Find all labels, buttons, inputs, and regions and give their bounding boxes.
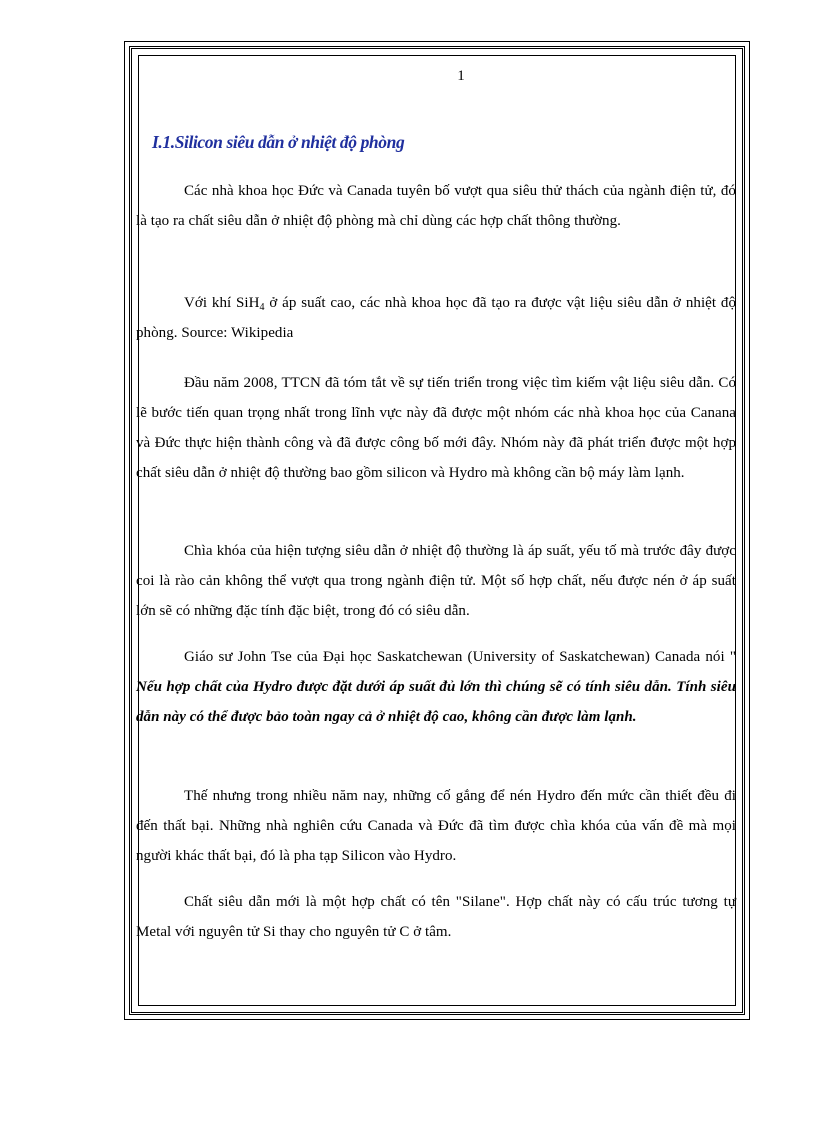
paragraph xyxy=(136,781,736,871)
paragraph xyxy=(136,642,736,732)
paragraph xyxy=(136,288,736,348)
paragraph-text: Chìa khóa của hiện tượng siêu dẫn ở nhiệt độ thường là áp suất, yếu tố mà trước đây được coi là rào cản không thể vượt qua trong ngành điện tử. Một số hợp chất, nếu được nén ở áp suất lớn sẽ có những đặc tính đặc biệt, trong đó có siêu dẫn. xyxy=(136,543,736,619)
section-heading: I.1.Silicon siêu dẫn ở nhiệt độ phòng xyxy=(152,132,405,152)
paragraph xyxy=(136,368,736,488)
formula-subscript: 4 xyxy=(259,302,265,313)
paragraph-text: Thế nhưng trong nhiều năm nay, những cố gắng để nén Hydro đến mức cần thiết đều đi đến thất bại. Những nhà nghiên cứu Canada và Đức đã tìm được chìa khóa của vấn đề mà mọi người khác thất bại, đó là pha tạp Silicon vào Hydro. xyxy=(136,788,736,864)
quote-text: Nếu hợp chất của Hydro được đặt dưới áp suất đủ lớn thì chúng sẽ có tính siêu dẫn. Tính siêu dẫn này có thể được bảo toàn ngay cả ở nhiệt độ cao, không cần được làm lạnh. xyxy=(136,679,736,725)
paragraph-text: Các nhà khoa học Đức và Canada tuyên bố vượt qua siêu thử thách của ngành điện tử, đó là tạo ra chất siêu dẫn ở nhiệt độ phòng mà chỉ dùng các hợp chất thông thường. xyxy=(136,183,736,229)
paragraph-text: ở áp suất cao, các nhà khoa học đã tạo ra được vật liệu siêu dẫn ở nhiệt độ phòng. Source: Wikipedia xyxy=(136,295,736,341)
paragraph xyxy=(136,176,736,236)
paragraph-text: Đầu năm 2008, TTCN đã tóm tắt về sự tiến triển trong việc tìm kiếm vật liệu siêu dẫn. Có lẽ bước tiến quan trọng nhất trong lĩnh vực này đã được một nhóm các nhà khoa học của Canana và Đức thực hiện thành công và đã được công bố mới đây. Nhóm này đã phát triển được một hợp chất siêu dẫn ở nhiệt độ thường bao gồm silicon và Hydro mà không cần bộ máy làm lạnh. xyxy=(136,375,736,481)
paragraph-text: Với khí SiH xyxy=(184,295,260,311)
paragraph xyxy=(136,536,736,626)
paragraph-text: Chất siêu dẫn mới là một hợp chất có tên "Silane". Hợp chất này có cấu trúc tương tự Metal với nguyên tử Si thay cho nguyên tử C ở tâm. xyxy=(136,894,736,940)
paragraph-text: Giáo sư John Tse của Đại học Saskatchewan (University of Saskatchewan) Canada nói " xyxy=(184,649,736,665)
paragraph xyxy=(136,887,736,947)
page-number: 1 xyxy=(457,68,465,84)
